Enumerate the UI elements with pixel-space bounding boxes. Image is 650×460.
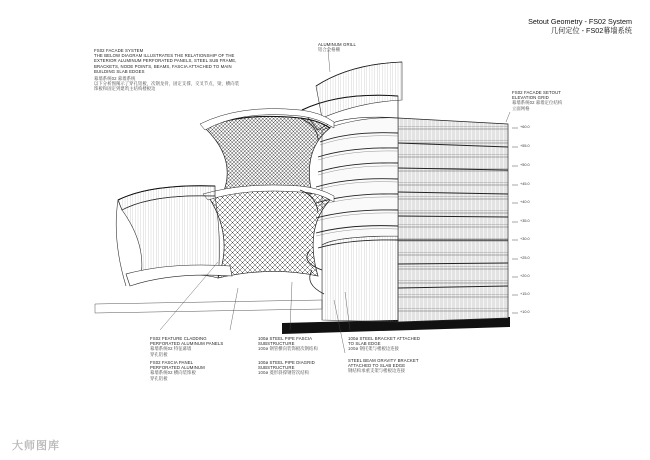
note-line: PERFORATED ALUMINUM (150, 365, 205, 371)
level-label: +20.0 (520, 274, 530, 278)
left-fascia-ring (116, 186, 232, 286)
note-line: BRACKETS, NODE POINTS, BEAMS, FASCIA ATTACHED TO MAIN (94, 63, 232, 69)
note-line-zh: 钢结构承重支架与楼板边连接 (348, 368, 406, 374)
note-line: PERFORATED ALUMINUM PANELS (150, 341, 224, 347)
title-en: Setout Geometry - FS02 System (528, 17, 632, 26)
note-line-zh: 100ø 钢管横向装饰板次钢结构 (258, 346, 318, 352)
level-label: +50.0 (520, 163, 530, 167)
level-label: +45.0 (520, 182, 530, 186)
note-line-zh: 立面网格 (512, 105, 530, 111)
note-line: FS02 FEATURE CLADDING (150, 336, 207, 341)
note-line: FS02 FACADE SETOUT (512, 90, 561, 95)
note-line: BUILDING SLAB EDGES (94, 68, 145, 74)
note-line: STEEL BEAM GRAVITY BRACKET (348, 358, 419, 363)
note-line-zh: 以下分析图阐示了穿孔铝板，次钢龙骨，固定支撑，交叉节点，梁，横向装 (94, 81, 240, 87)
note-line: 100ø STEEL PIPE FASCIA (258, 336, 313, 341)
note-line: ATTACHED TO SLAB EDGE (348, 363, 406, 369)
level-label: +40.0 (520, 200, 530, 204)
note-line: 100ø STEEL BRACKET ATTACHED (348, 336, 421, 341)
note-steel-pipe-diagrid (258, 360, 315, 376)
note-line-zh: 穿孔铝板 (150, 351, 168, 357)
main-building (302, 95, 508, 322)
note-line: TO SLAB EDGE (348, 341, 381, 347)
note-line: SUBSTRUCTURE (258, 365, 295, 371)
note-line-zh: 铝合金格栅 (318, 47, 340, 53)
note-line-zh: 穿孔铝板 (150, 375, 168, 381)
note-elevation-grid (512, 90, 562, 111)
note-line: THE BELOW DIAGRAM ILLUSTRATES THE RELATIONSHIP OF THE (94, 53, 235, 59)
note-steel-beam (348, 358, 419, 374)
note-aluminum-grill (318, 42, 356, 52)
note-steel-bracket (348, 336, 420, 352)
note-line: 100ø STEEL PIPE DIAGRID (258, 360, 315, 365)
upper-diagrid-hourglass (200, 109, 334, 196)
lower-diagrid-hourglass (203, 185, 334, 278)
level-label: +10.0 (520, 310, 530, 314)
level-label: +15.0 (520, 292, 530, 296)
level-label: +60.0 (520, 125, 530, 129)
note-line: EXTERIOR ALUMINUM PERFORATED PANELS, STEEL SUB FRAME, (94, 58, 237, 64)
title-zh: 几何定位 - FS02幕墙系统 (550, 25, 632, 35)
level-label: +35.0 (520, 219, 530, 223)
note-line-zh: 幕墙系统02 幕墙系统 (94, 76, 136, 82)
note-fascia-panel (150, 360, 205, 381)
level-label: +55.0 (520, 144, 530, 148)
note-line-zh: 幕墙系统02 幕墙定位结构 (512, 100, 563, 106)
note-facade-system (94, 48, 239, 92)
note-line: ELEVATION GRID (512, 95, 549, 101)
note-line-zh: 饰板和固定到建筑主结构楼板边 (94, 86, 156, 92)
note-line-zh: 幕墙系统02 特征幕墙 (150, 346, 192, 352)
note-line-zh: 100ø 菱形斜撑钢管次结构 (258, 370, 310, 376)
note-line: FS02 FACADE SYSTEM (94, 48, 144, 53)
note-line-zh: 幕墙系统02 横向装饰板 (150, 370, 196, 376)
ground-plane (95, 300, 322, 313)
watermark: 大师图库 (12, 440, 60, 452)
level-label: +25.0 (520, 256, 530, 260)
note-line: FS02 FASCIA PANEL (150, 360, 194, 365)
note-steel-pipe-fascia (258, 336, 318, 352)
note-feature-cladding (150, 336, 223, 357)
level-label: +30.0 (520, 237, 530, 241)
elevation-markers (512, 128, 518, 313)
note-line-zh: 100ø 钢托架与楼板边连接 (348, 346, 400, 352)
note-line: ALUMINUM GRILL (318, 42, 356, 47)
note-line: SUBSTRUCTURE (258, 341, 295, 347)
